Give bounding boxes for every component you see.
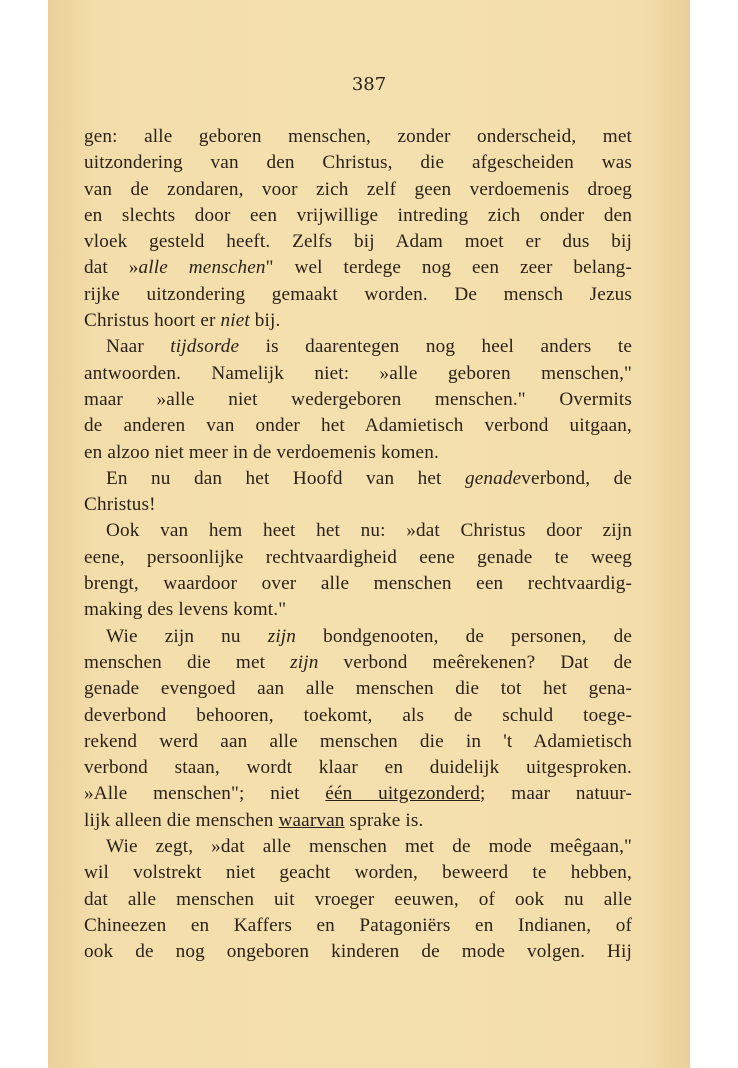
text-line: Wie zegt, »dat alle menschen met de mode meêgaan," xyxy=(106,836,632,858)
text-line: gen: alle geboren menschen, zonder onderscheid, met xyxy=(84,126,632,147)
italic-text: tijdsorde xyxy=(170,336,240,358)
text-line: en slechts door een vrijwillige intreding zich onder den xyxy=(84,204,632,226)
text-line: Ook van hem heet het nu: »dat Christus door zijn xyxy=(106,520,632,542)
text-line: vloek gesteld heeft. Zelfs bij Adam moet er dus bij xyxy=(84,231,632,253)
text-line: maar »alle niet wedergeboren menschen." Overmits xyxy=(84,388,632,410)
underlined-text: waarvan xyxy=(278,809,345,831)
text-line: uitzondering van den Christus, die afgescheiden was xyxy=(84,152,632,174)
italic-text: genade xyxy=(464,467,522,489)
text-line: En nu dan het Hoofd van het genadeverbond, de xyxy=(106,467,632,489)
text-line: ook de nog ongeboren kinderen de mode volgen. Hij xyxy=(84,941,632,963)
text-line: rekend werd aan alle menschen die in 't Adamietisch xyxy=(84,730,632,752)
italic-text: niet xyxy=(220,310,250,332)
text-line: Chineezen en Kaffers en Patagoniërs en Indianen, of xyxy=(84,914,632,936)
text-line: Christus hoort er niet bij. xyxy=(84,310,281,332)
text-line: »Alle menschen"; niet één uitgezonderd; maar natuur- xyxy=(84,783,632,805)
text-line: en alzoo niet meer in de verdoemenis komen. xyxy=(84,441,439,463)
underlined-text: één uitgezonderd xyxy=(325,783,481,805)
book-page xyxy=(48,0,690,1068)
page-number: 387 xyxy=(351,74,387,95)
text-line: Naar tijdsorde is daarentegen nog heel anders te xyxy=(106,336,632,358)
text-line: eene, persoonlijke rechtvaardigheid eene genade te weeg xyxy=(84,546,632,568)
text-line: genade evengoed aan alle menschen die tot het gena- xyxy=(84,678,632,700)
text-line: dat alle menschen uit vroeger eeuwen, of ook nu alle xyxy=(84,888,632,910)
text-line: lijk alleen die menschen waarvan sprake is. xyxy=(84,809,424,831)
text-line: van de zondaren, voor zich zelf geen verdoemenis droeg xyxy=(84,178,632,200)
text-line: Christus! xyxy=(84,494,156,516)
italic-text: zijn xyxy=(290,651,319,673)
text-line: brengt, waardoor over alle menschen een rechtvaardig- xyxy=(84,573,632,595)
text-line: rijke uitzondering gemaakt worden. De mensch Jezus xyxy=(84,283,632,305)
text-line: wil volstrekt niet geacht worden, beweerd te hebben, xyxy=(84,862,632,884)
text-line: verbond staan, wordt klaar en duidelijk uitgesproken. xyxy=(84,757,632,779)
body-text xyxy=(84,124,632,966)
text-line: making des levens komt." xyxy=(84,599,287,621)
text-line: de anderen van onder het Adamietisch verbond uitgaan, xyxy=(84,415,632,437)
italic-text: zijn xyxy=(267,625,297,647)
text-line: menschen die met zijn verbond meêrekenen? Dat de xyxy=(84,651,632,673)
text-line: antwoorden. Namelijk niet: »alle geboren menschen," xyxy=(84,362,632,384)
text-line: deverbond behooren, toekomt, als de schuld toege- xyxy=(84,704,632,726)
italic-text: alle menschen xyxy=(138,257,266,279)
text-line: dat »alle menschen" wel terdege nog een zeer belang- xyxy=(84,257,632,279)
text-line: Wie zijn nu zijn bondgenooten, de personen, de xyxy=(106,625,632,647)
